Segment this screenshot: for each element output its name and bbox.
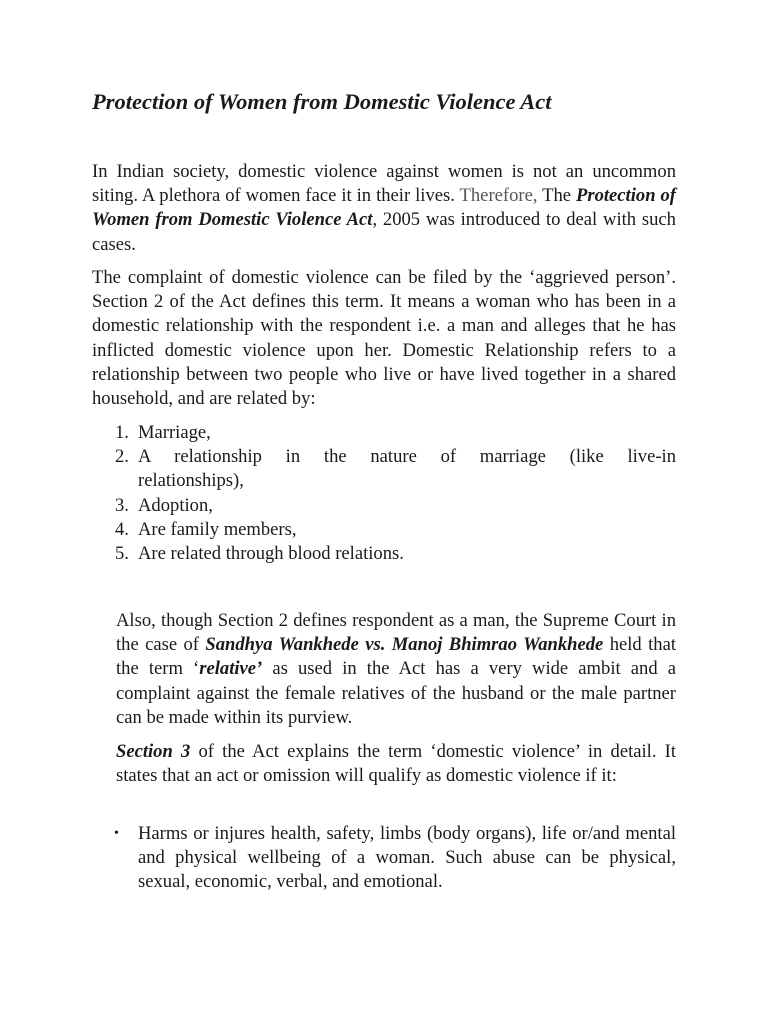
- term-relative: relative’: [199, 658, 263, 680]
- list-number: 1.: [115, 422, 129, 443]
- list-number: 4.: [115, 518, 129, 540]
- list-item-text: Are related through blood relations.: [138, 543, 404, 565]
- list-number: 5.: [115, 543, 129, 565]
- list-item: [92, 445, 676, 469]
- sc-text-a: Also, though Section 2 defines respondent as a man, the Supreme Court in the case of: [116, 610, 676, 656]
- document-title: Protection of Women from Domestic Violence Act: [92, 89, 552, 114]
- sc-text-b: held that the term ‘: [116, 634, 676, 680]
- section-3-text: of the Act explains the term ‘domestic violence’ in detail. It states that an act or omission will qualify as domestic violence if it:: [116, 741, 677, 787]
- list-item: [92, 421, 676, 445]
- case-name: Sandhya Wankhede vs. Manoj Bhimrao Wankhede: [205, 634, 604, 656]
- aggrieved-person-paragraph: The complaint of domestic violence can be filed by the ‘aggrieved person’. Section 2 of the Act defines this term. It means a woman who has been in a domestic relationship with the respondent i.e. a man and alleges that he has inflicted domestic violence upon her. Domestic Relationship refers to a relationship between two people who live or have lived together in a shared household, and are related by:: [92, 267, 676, 410]
- intro-text-therefore: Therefore,: [459, 185, 538, 207]
- list-item: [92, 494, 676, 518]
- list-item-text: A relationship in the nature of marriage (like live-in: [138, 446, 676, 468]
- section-3-label: Section 3: [116, 741, 191, 762]
- sc-text-c: as used in the Act has a very wide ambit and a complaint against the female relatives of the husband or the male partner can be made within its purview.: [116, 658, 677, 728]
- list-item-text: Harms or injures health, safety, limbs (body organs), life or/and mental and physical wellbeing of a woman. Such abuse can be physical, sexual, economic, verbal, and emotional.: [138, 823, 676, 893]
- list-item-text: Marriage,: [138, 422, 211, 443]
- list-item: [92, 518, 676, 542]
- bullet-icon: •: [114, 826, 119, 841]
- list-number: 2.: [115, 446, 129, 468]
- act-name: Protection of Women from Domestic Violence Act: [92, 185, 676, 231]
- relations-list: [92, 421, 676, 566]
- violence-criteria-list: [92, 822, 676, 895]
- list-item-text: Are family members,: [138, 518, 297, 540]
- intro-text-a: In Indian society, domestic violence against women is not an uncommon siting. A plethora of women face it in their lives.: [92, 161, 676, 207]
- list-item: [92, 542, 676, 566]
- list-number: 3.: [115, 494, 129, 516]
- list-item-text: relationships),: [138, 470, 244, 492]
- supreme-court-paragraph: [116, 609, 676, 730]
- list-item-text: Adoption,: [138, 494, 213, 516]
- section-3-paragraph: [116, 740, 676, 788]
- intro-paragraph: [92, 160, 676, 257]
- list-item: [92, 822, 676, 895]
- intro-text-d: , 2005 was introduced to deal with such cases.: [92, 209, 676, 255]
- list-item-continuation: [92, 469, 676, 493]
- intro-text-c: The: [537, 185, 576, 207]
